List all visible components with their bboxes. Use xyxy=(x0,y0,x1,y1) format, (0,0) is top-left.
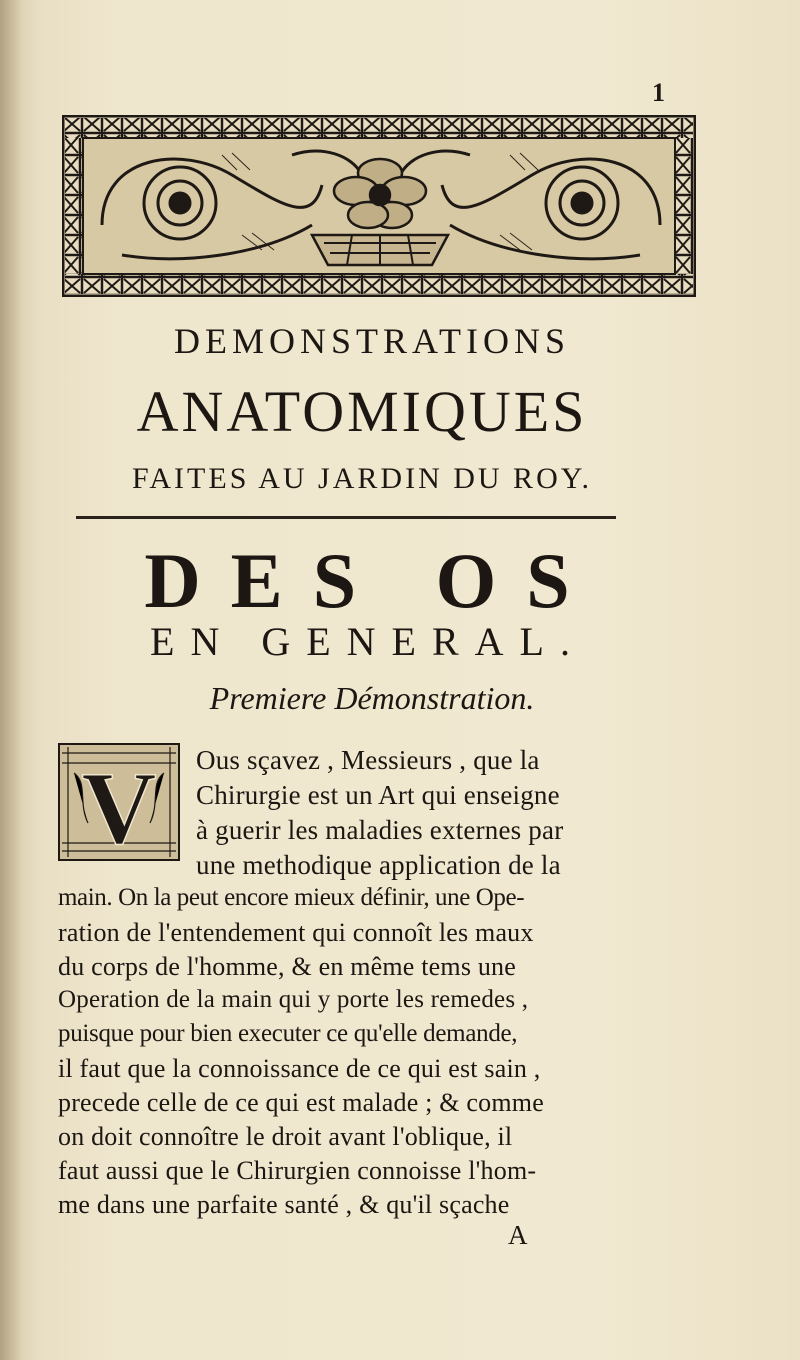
section-subheading: EN GENERAL. xyxy=(150,619,586,664)
body-line-11: precede celle de ce qui est malade ; & comme xyxy=(58,1088,544,1117)
decorated-initial xyxy=(58,743,180,861)
body-line-13: faut aussi que le Chirurgien connoisse l'hom- xyxy=(58,1156,537,1185)
body-line-2: Chirurgie est un Art qui enseigne xyxy=(196,780,560,810)
title-line-anatomiques: ANATOMIQUES xyxy=(136,379,588,444)
body-line-10: il faut que la connoissance de ce qui est sain , xyxy=(58,1054,541,1083)
body-line-12: on doit connoître le droit avant l'oblique, il xyxy=(58,1122,513,1151)
ornamental-headpiece xyxy=(62,115,696,297)
title-rule xyxy=(76,516,616,519)
body-line-7: du corps de l'homme, & en même tems une xyxy=(58,952,516,981)
body-line-9: puisque pour bien executer ce qu'elle demande, xyxy=(58,1020,518,1047)
body-line-8: Operation de la main qui y porte les remedes , xyxy=(58,986,529,1013)
dropcap-letter: V xyxy=(81,751,157,861)
body-line-1: Ous sçavez , Messieurs , que la xyxy=(196,745,540,775)
catchword: A xyxy=(508,1220,528,1250)
body-line-5: main. On la peut encore mieux définir, une Ope- xyxy=(58,884,525,911)
body-line-4: une methodique application de la xyxy=(196,850,561,880)
title-line-jardin-du-roy: FAITES AU JARDIN DU ROY. xyxy=(131,462,593,495)
section-subtitle: Premiere Démonstration. xyxy=(209,680,535,716)
body-line-14: me dans une parfaite santé , & qu'il sçache xyxy=(58,1190,510,1219)
title-line-demonstrations: DEMONSTRATIONS xyxy=(173,321,571,361)
page-number: 1 xyxy=(652,78,665,107)
body-line-6: ration de l'entendement qui connoît les maux xyxy=(58,918,534,947)
body-line-3: à guerir les maladies externes par xyxy=(196,815,564,845)
section-heading: DES OS xyxy=(144,537,600,624)
